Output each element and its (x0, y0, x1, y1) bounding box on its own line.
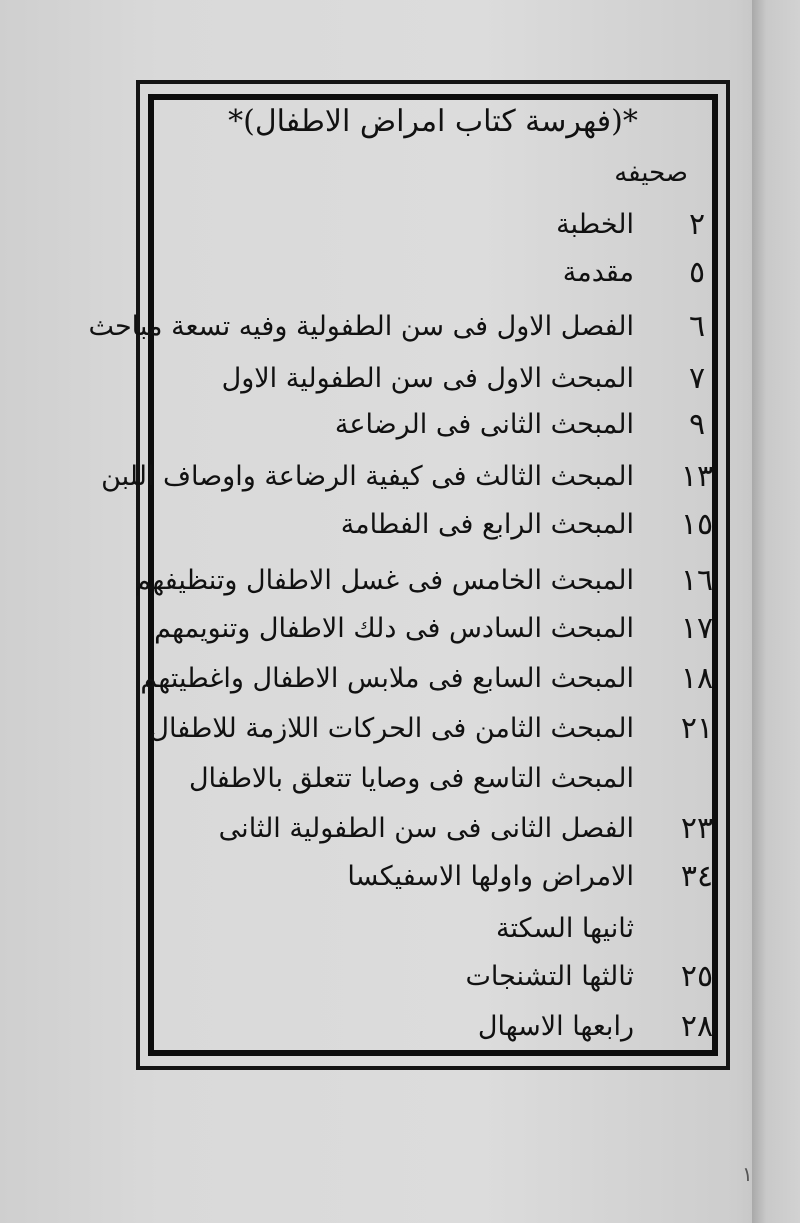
toc-page-number: ١٦ (680, 563, 714, 598)
toc-row (160, 248, 726, 298)
page-title: *(فهرسة كتاب امراض الاطفال)* (228, 104, 638, 139)
toc-row (160, 400, 726, 450)
toc-entry-title: رابعها الاسهال (477, 1011, 634, 1042)
toc-entry-title: المبحث الرابع فى الفطامة (340, 509, 634, 540)
toc-page-number: ٥ (688, 255, 706, 290)
toc-row (101, 452, 726, 502)
toc-entry-title: ثالثها التشنجات (465, 961, 634, 992)
toc-row (88, 302, 726, 352)
toc-row (160, 500, 726, 550)
toc-row (140, 654, 726, 704)
toc-row (149, 704, 726, 754)
book-gutter (752, 0, 800, 1223)
toc-page-number: ٣٤ (680, 859, 714, 894)
toc-page-number: ٢١ (680, 711, 714, 746)
toc-page-number: ٦ (688, 309, 706, 344)
toc-page-number: ٩ (688, 407, 706, 442)
toc-entry-title: المبحث الخامس فى غسل الاطفال وتنظيفهم (134, 565, 634, 596)
toc-entry-title: مقدمة (562, 257, 634, 288)
toc-page-number: ٧ (688, 361, 706, 396)
toc-page-number: ١٨ (680, 661, 714, 696)
toc-entry-title: ثانيها السكتة (495, 913, 634, 944)
toc-entry-title: الفصل الاول فى سن الطفولية وفيه تسعة مباحث (88, 311, 634, 342)
toc-row (160, 804, 726, 854)
toc-row (154, 604, 726, 654)
toc-entry-title: المبحث التاسع فى وصايا تتعلق بالاطفال (188, 763, 634, 794)
margin-mark: ١ (742, 1162, 753, 1186)
toc-page-number: ١٧ (680, 611, 714, 646)
toc-row (134, 556, 726, 606)
toc-page-number: ٢٨ (680, 1009, 714, 1044)
toc-page-number: ١٥ (680, 507, 714, 542)
toc-row (160, 1002, 726, 1052)
toc-entry-title: المبحث الاول فى سن الطفولية الاول (221, 363, 634, 394)
toc-page-number: ١٣ (680, 459, 714, 494)
toc-row (160, 952, 726, 1002)
toc-row (160, 852, 726, 902)
toc-entry-title: الفصل الثانى فى سن الطفولية الثانى (218, 813, 634, 844)
toc-entry-title: المبحث السابع فى ملابس الاطفال واغطيتهم (140, 663, 634, 694)
page-column-heading: صحيفه (614, 158, 688, 188)
toc-row (160, 904, 726, 954)
toc-page-number: ٢٣ (680, 811, 714, 846)
toc-page-number: ٢٥ (680, 959, 714, 994)
toc-entry-title: المبحث السادس فى دلك الاطفال وتنويمهم (154, 613, 634, 644)
toc-row (160, 754, 726, 804)
toc-entry-title: المبحث الثانى فى الرضاعة (334, 409, 634, 440)
toc-entry-title: الخطبة (556, 209, 634, 240)
toc-entry-title: الامراض واولها الاسفيكسا (347, 861, 634, 892)
toc-row (160, 354, 726, 404)
toc-row (160, 200, 726, 250)
toc-entry-title: المبحث الثامن فى الحركات اللازمة للاطفال (149, 713, 634, 744)
toc-page-number: ٢ (688, 207, 706, 242)
toc-entry-title: المبحث الثالث فى كيفية الرضاعة واوصاف اللبن (101, 461, 634, 492)
